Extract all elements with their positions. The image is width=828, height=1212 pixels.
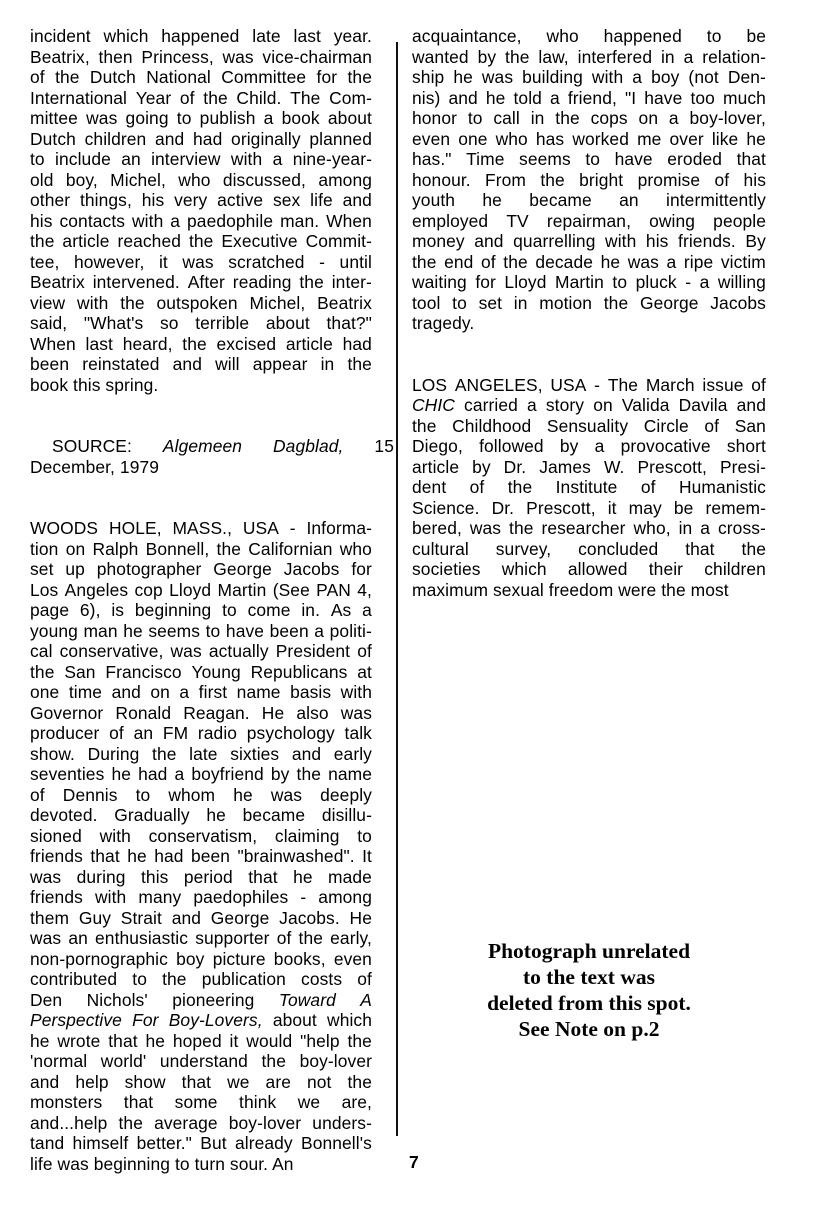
source-citation-line: SOURCE: Algemeen Dagblad, 15 [52,436,394,456]
text-line: the San Francisco Young Republicans at [30,661,372,682]
text-line: been reinstated and will appear in the [30,354,372,374]
text-line: waiting for Lloyd Martin to pluck - a willing [412,272,766,292]
text-line: tool to set in motion the George Jacobs [412,292,766,313]
text-line-italic-title: Den Nichols' pioneering Toward A [30,989,372,1010]
text-line: the end of the decade he was a ripe victim [412,251,766,272]
deleted-photo-note-line: See Note on p.2 [518,1017,660,1041]
column-divider-rule [396,42,398,1136]
text-line: non-pornographic boy picture books, even [30,948,372,969]
deleted-photo-note [412,938,766,1042]
text-line: and help show that we are not the [30,1071,372,1092]
text-line: employed TV repairman, owing people [412,210,766,231]
text-line: Beatrix intervened. After reading the inter- [30,272,372,292]
text-line: When last heard, the excised article had [30,333,372,354]
text-line: International Year of the Child. The Com- [30,87,372,108]
text-line: sioned with conservatism, claiming to [30,825,372,846]
text-line-headline: LOS ANGELES, USA - The March issue of [412,374,766,395]
text-line: maximum sexual freedom were the most [412,579,729,600]
text-line: honour. From the bright promise of his [412,169,766,190]
text-line: tion on Ralph Bonnell, the Californian who [30,538,372,559]
text-line: producer of an FM radio psychology talk [30,723,372,743]
text-line: old boy, Michel, who discussed, among [30,169,372,190]
text-line: youth he became an intermittently [412,190,766,210]
text-line: page 6), is beginning to come in. As a [30,600,372,620]
text-line: book this spring. [30,374,159,395]
text-line: show. During the late sixties and early [30,743,372,764]
text-line: incident which happened late last year. [30,26,372,46]
paragraph-bonnell-continued [412,26,766,334]
text-line: honor to call in the cops on a boy-lover, [412,108,766,128]
text-line: other things, his very active sex life and [30,190,372,210]
text-line: wanted by the law, interfered in a relation- [412,46,766,67]
text-line: young man he seems to have been a politi- [30,620,372,641]
text-line: life was beginning to turn sour. An [30,1153,294,1174]
text-line: to include an interview with a nine-year- [30,149,372,169]
text-line: said, "What's so terrible about that?" [30,313,372,333]
paragraph-beatrix-article [30,26,372,395]
text-line: Beatrix, then Princess, was vice-chairman [30,46,372,67]
text-line: societies which allowed their children [412,559,766,579]
text-line: friends that he had been "brainwashed". It [30,846,372,866]
text-line: cal conservative, was actually President of [30,641,372,661]
text-line: mittee was going to publish a book about [30,108,372,128]
text-line: ship he was building with a boy (not Den- [412,67,766,87]
text-line: the Childhood Sensuality Circle of San [412,415,766,436]
deleted-photo-note-line: Photograph unrelated [487,939,691,963]
text-line: he wrote that he hoped it would "help the [30,1030,372,1051]
text-line: one time and on a first name basis with [30,682,372,702]
paragraph-woods-hole-article [30,518,372,1174]
left-text-column [30,26,394,1174]
text-line: them Guy Strait and George Jacobs. He [30,907,372,928]
page-number: 7 [409,1152,419,1172]
text-line: tand himself better." But already Bonnell's [30,1133,372,1153]
text-line: set up photographer George Jacobs for [30,559,372,579]
text-line-italic-title: Perspective For Boy-Lovers, about which [30,1010,372,1030]
text-line: was an enthusiastic supporter of the early, [30,928,372,948]
text-line: and...help the average boy-lover unders- [30,1112,372,1133]
text-line: seventies he had a boyfriend by the name [30,764,372,784]
text-line: acquaintance, who happened to be [412,26,766,46]
text-line: Science. Dr. Prescott, it may be remem- [412,497,766,518]
text-line: article by Dr. James W. Prescott, Presi- [412,456,766,477]
right-text-column [412,26,766,600]
text-line: dent of the Institute of Humanistic [412,477,766,497]
text-line: his contacts with a paedophile man. When [30,210,372,231]
source-citation-line: December, 1979 [30,456,160,477]
text-line: friends with many paedophiles - among [30,887,372,907]
text-line: has." Time seems to have eroded that [412,149,766,169]
text-line: 'normal world' understand the boy-lover [30,1051,372,1071]
text-line: cultural survey, concluded that the [412,538,766,559]
paragraph-source-line [30,436,394,477]
text-line: WOODS HOLE, MASS., USA - Informa- [30,518,372,538]
text-line: Dutch children and had originally planned [30,128,372,149]
text-line: Los Angeles cop Lloyd Martin (See PAN 4, [30,579,372,600]
text-line: bered, was the researcher who, in a cross- [412,518,766,538]
deleted-photo-note-line: to the text was [523,965,655,989]
text-line: of Dennis to whom he was deeply [30,784,372,805]
text-line: Governor Ronald Reagan. He also was [30,702,372,723]
text-line: nis) and he told a friend, "I have too much [412,87,766,108]
text-line: even one who has worked me over like he [412,128,766,149]
text-line: monsters that some think we are, [30,1092,372,1112]
text-line: tragedy. [412,313,475,333]
paragraph-los-angeles-article [412,375,766,601]
text-line-italic-title: CHIC carried a story on Valida Davila and [412,395,766,415]
deleted-photo-note-line: deleted from this spot. [487,991,691,1015]
text-line: view with the outspoken Michel, Beatrix [30,292,372,313]
text-line: contributed to the publication costs of [30,969,372,989]
text-line: Diego, followed by a provocative short [412,436,766,456]
text-line: tee, however, it was scratched - until [30,251,372,272]
text-line: of the Dutch National Committee for the [30,67,372,87]
text-line: devoted. Gradually he became disillu- [30,805,372,825]
text-line: money and quarrelling with his friends. By [412,231,766,251]
text-line: was during this period that he made [30,866,372,887]
text-line: the article reached the Executive Commit- [30,231,372,251]
